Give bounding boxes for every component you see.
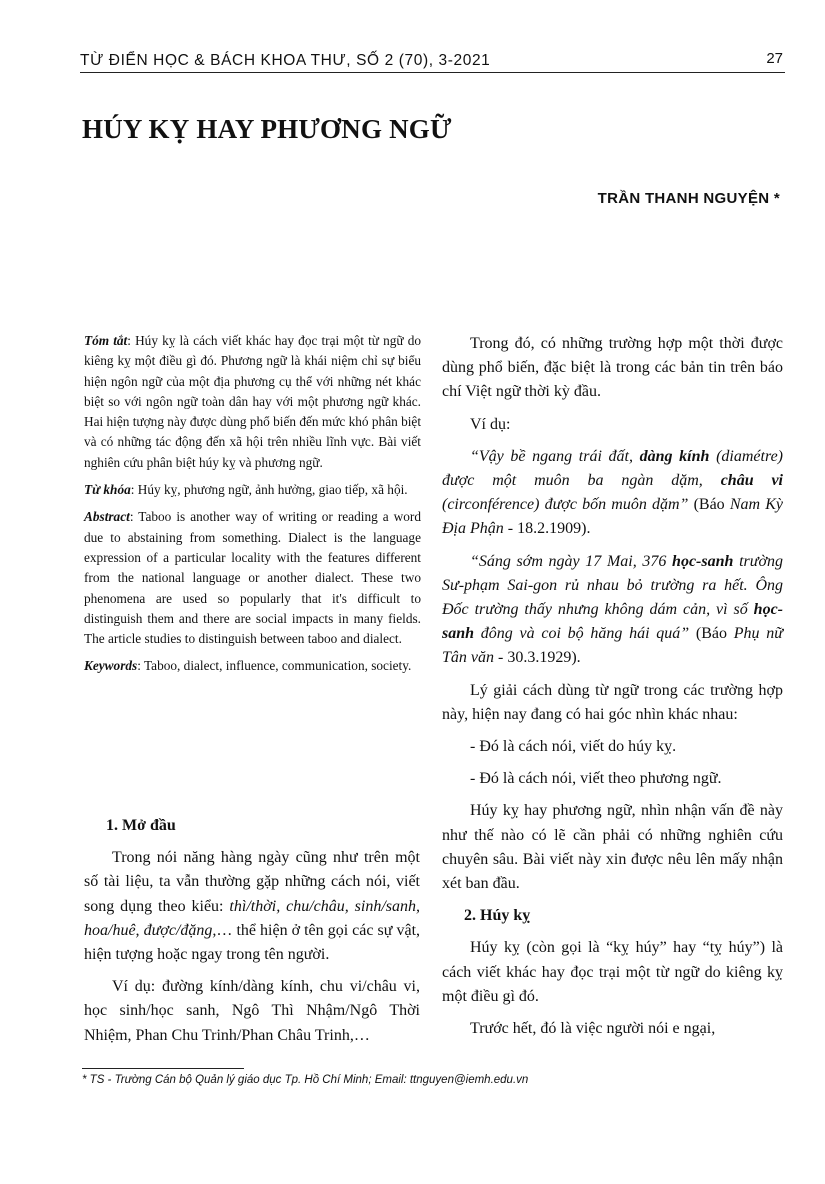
right-body [442, 332, 783, 1049]
article-title: HÚY KỴ HAY PHƯƠNG NGỮ [82, 114, 452, 144]
right-paragraph-2: Lý giải cách dùng từ ngữ trong các trường hợp này, hiện nay đang có hai góc nhìn khác nhau: [442, 681, 783, 723]
example-label: Ví dụ: [470, 415, 511, 433]
right-paragraph-5: Trước hết, đó là việc người nói e ngại, [470, 1020, 716, 1038]
quote-2 [442, 550, 783, 671]
quote-1-src-a: (Báo [688, 496, 730, 514]
quote-2-date: - 30.3.1929). [494, 649, 581, 667]
page-number: 27 [766, 50, 783, 67]
quote-2-source: Phụ nữ Tân văn [442, 625, 784, 667]
abstract-block [84, 331, 421, 684]
running-header [80, 50, 785, 73]
keywords-vi [84, 480, 421, 500]
keywords-vi-text: : Húy kỵ, phương ngữ, ảnh hưởng, giao tiếp, xã hội. [130, 482, 408, 498]
quote-2-d: đông và coi bộ hăng hái quá” [474, 625, 690, 643]
footnote-divider [82, 1068, 244, 1069]
summary-text: : Húy kỵ là cách viết khác hay đọc trại một từ ngữ do kiêng kỵ một điều gì đó. Phương ngữ là khái niệm chỉ sự biểu hiện ngôn ngữ của một địa phương cụ thể với những nét khác biệt so với ngôn ngữ toàn dân hay với một phương ngữ khác. Hai hiện tượng này được dùng phổ biến đến mức khó phân biệt và có những tác động đến xã hội trên nhiều lĩnh vực. Bài viết nghiên cứu phân biệt húy kỵ và phương ngữ. [84, 333, 422, 470]
intro-text-a: Trong nói năng hàng ngày cũng như trên một số tài liệu, ta vẫn thường gặp những cách nói, viết song dụng theo kiểu: [84, 849, 420, 915]
left-body [84, 814, 420, 1056]
quote-1-d: (circonférence) được bốn muôn dặm” [442, 496, 689, 514]
abstract-label: Abstract [84, 509, 130, 525]
quote-2-a: “Sáng sớm ngày 17 Mai, 376 [470, 552, 673, 570]
article-author: TRẦN THANH NGUYỆN * [597, 190, 780, 207]
right-paragraph-4: Húy kỵ (còn gọi là “kỵ húy” hay “tỵ húy”) là cách viết khác hay đọc trại một từ ngữ do kiêng kỵ một điều gì đó. [442, 939, 783, 1005]
quote-1-date: - 18.2.1909). [503, 520, 591, 538]
keywords-en-text: : Taboo, dialect, influence, communication, society. [137, 658, 412, 674]
abstract-en [84, 507, 421, 649]
quote-2-term-1: học-sanh [672, 552, 734, 570]
quote-1-c: (diamétre) được một muôn ba ngàn dặm, [442, 447, 783, 490]
quote-1 [442, 445, 783, 542]
keywords-en-label: Keywords [84, 658, 138, 674]
intro-paragraph [84, 846, 420, 967]
abstract-text: : Taboo is another way of writing or reading a word due to abstaining from something. Dialect is the language expression of a particular locality with the features different from the national language or another dialect. These two phenomena are used so popularly that it's difficult to distinguish them and there are social impacts in many fields. The article studies to distinguish between taboo and dialect. [84, 509, 421, 647]
right-paragraph-3: Húy kỵ hay phương ngữ, nhìn nhận vấn đề này như thế nào có lẽ cần phải có những nghiên cứu chuyên sâu. Bài viết này xin được nêu lên mấy nhận xét ban đầu. [442, 802, 783, 893]
section-2-heading: 2. Húy kỵ [464, 907, 531, 925]
example-paragraph: Ví dụ: đường kính/dàng kính, chu vi/châu vi, học sinh/học sanh, Ngô Thì Nhậm/Ngô Thời Nhiệm, Phan Chu Trinh/Phan Châu Trinh,… [84, 978, 420, 1044]
quote-2-c: trường Sư-phạm Sai-gon rủ nhau bỏ trường ra hết. Ông Đốc trường thấy nhưng không dám cản, vì số [442, 552, 784, 619]
summary-label: Tóm tắt [84, 333, 128, 348]
quote-1-term-2: châu vi [720, 472, 783, 490]
quote-2-term-2: học-sanh [442, 601, 783, 643]
bullet-2: - Đó là cách nói, viết theo phương ngữ. [470, 770, 722, 788]
summary-vi [84, 331, 421, 473]
quote-2-src-a: (Báo [689, 625, 734, 643]
footnote: * TS - Trường Cán bộ Quản lý giáo dục Tp. Hồ Chí Minh; Email: ttnguyen@iemh.edu.vn [82, 1074, 529, 1086]
bullet-1: - Đó là cách nói, viết do húy kỵ. [470, 738, 677, 756]
journal-name: TỪ ĐIỂN HỌC & BÁCH KHOA THƯ, SỐ 2 (70), 3-2021 [80, 52, 491, 69]
quote-1-a: “Vậy bề ngang trái đất, [470, 447, 640, 465]
keywords-en [84, 656, 421, 676]
quote-1-term-1: dàng kính [639, 447, 710, 465]
section-1-heading: 1. Mở đầu [106, 817, 176, 834]
intro-examples: thì/thời, chu/châu, sinh/sanh, hoa/huê, được/đặng, [84, 897, 421, 939]
right-paragraph-1: Trong đó, có những trường hợp một thời được dùng phổ biến, đặc biệt là trong các bản tin trên báo chí Việt ngữ thời kỳ đầu. [442, 335, 783, 401]
keywords-vi-label: Từ khóa [84, 482, 131, 498]
quote-1-source: Nam Kỳ Địa Phận [442, 496, 783, 538]
intro-text-b: … thể hiện ở tên gọi các sự vật, hiện tượng hoặc ngay trong tên người. [84, 921, 421, 964]
